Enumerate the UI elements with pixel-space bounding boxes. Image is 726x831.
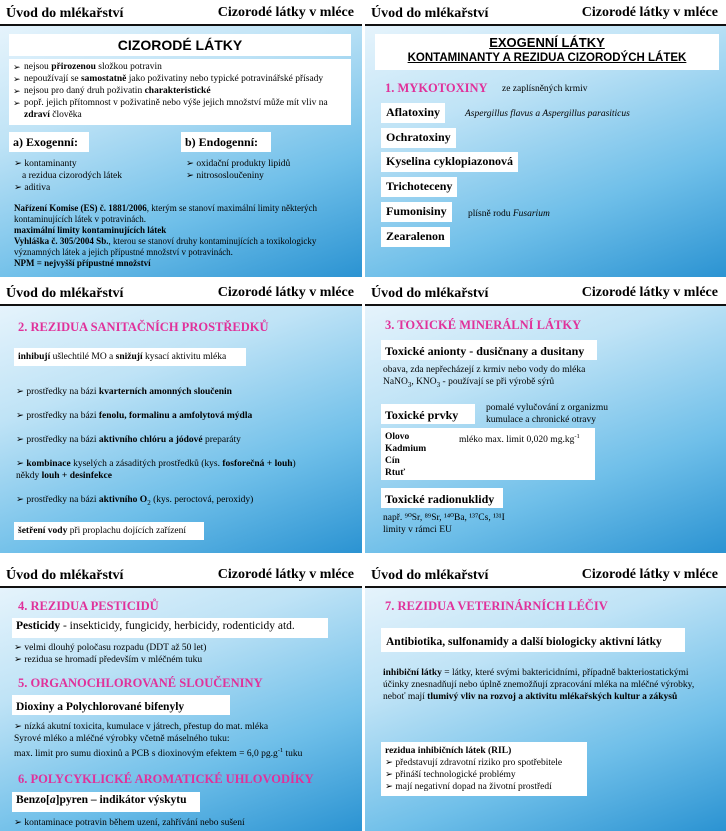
slide-5	[0, 562, 362, 831]
definition-box	[9, 59, 351, 125]
water-saving-box: šetření vody při proplachu dojících zařízení	[14, 522, 204, 540]
benzopyrene-box: Benzo[a]pyren – indikátor výskytu	[12, 792, 200, 812]
slide-header	[0, 0, 362, 26]
title-box	[375, 34, 719, 70]
list-item: ➢ kombinace kyselých a zásaditých prostředků (kys. fosforečná + louh)	[16, 459, 296, 469]
lead-limit: mléko max. limit 0,020 mg.kg	[459, 435, 575, 446]
slide-title: EXOGENNÍ LÁTKY	[489, 35, 605, 50]
topic-title: Cizorodé látky v mléce	[581, 285, 718, 300]
section-heading: 2. REZIDUA SANITAČNÍCH PROSTŘEDKŮ	[18, 320, 269, 334]
section-heading: 1. MYKOTOXINY	[385, 81, 488, 95]
mycotoxin-item: Fumonisiny	[381, 202, 452, 222]
sanitation-list	[16, 386, 356, 509]
list-item: ➢ prostředky na bázi kvarterních amonných sloučenin	[16, 387, 232, 397]
legislation-text: Nařízení Komise (ES) č. 1881/2006, kterým se stanoví maximální limity některých kontaminujících látek v potravinách. maximální limity kontaminujících látek Vyhláška č. 305/2004 Sb., kterou se stanoví druhy kontaminujících a toxikologicky významných látek a jejich přípustné množství v potravinách. NPM = nejvyšší přípustné množství	[14, 203, 317, 268]
section-heading: 3. TOXICKÉ MINERÁLNÍ LÁTKY	[385, 318, 582, 332]
topic-title: Cizorodé látky v mléce	[217, 567, 354, 582]
exogenous-label-box	[9, 132, 89, 152]
elements-note: pomalé vylučování z organizmu kumulace a chronické otravy	[486, 403, 608, 425]
list-item: ➢ mají negativní dopad na životní prostředí	[385, 782, 552, 792]
slide-subtitle: KONTAMINANTY A REZIDUA CIZORODÝCH LÁTEK	[407, 52, 687, 64]
list-item: ➢ nitrososloučeniny	[186, 171, 264, 181]
elements-box: Toxické prvky	[381, 404, 475, 424]
course-title: Úvod do mlékařství	[371, 6, 489, 21]
radionuclides-box: Toxické radionuklidy	[381, 488, 503, 508]
mycotoxin-item: Ochratoxiny	[381, 128, 456, 148]
list-item: ➢ oxidační produkty lipidů	[186, 159, 291, 169]
metal-item: Olovo	[385, 432, 410, 442]
topic-title: Cizorodé látky v mléce	[581, 5, 718, 20]
exogenous-list	[14, 158, 174, 194]
section-heading: 6. POLYCYKLICKÉ AROMATICKÉ UHLOVODÍKY	[18, 772, 314, 786]
list-item: ➢ nepoužívají se samostatně jako poživatiny nebo typické potravinářské přísady	[13, 73, 347, 85]
dioxins-box: Dioxiny a Polychlorované bifenyly	[12, 695, 230, 715]
metals-box: Olovo Kadmium Cín Rtuť mléko max. limit 0,020 $mg.kg^{-1}$	[381, 428, 595, 480]
slide-4	[365, 280, 726, 553]
slide-header	[365, 0, 726, 26]
title-box	[9, 34, 351, 56]
exogenous-label: a) Exogenní:	[13, 135, 79, 149]
metal-item: Kadmium	[385, 444, 427, 454]
metal-item: Cín	[385, 456, 400, 466]
section-heading: 5. ORGANOCHLOROVANÉ SLOUČENINY	[18, 676, 263, 690]
endogenous-list	[186, 158, 346, 182]
topic-title: Cizorodé látky v mléce	[217, 285, 354, 300]
section-note: ze zaplísněných krmiv	[502, 84, 588, 94]
mycotoxin-item: Aflatoxiny	[381, 103, 445, 123]
anions-text: obava, zda nepřecházejí z krmiv nebo vody do mléka NaNO$_3$, $KNO_3$ - používají se při výrobě sýrů	[383, 365, 586, 389]
dioxins-text: ➢ nízká akutní toxicita, kumulace v játrech, přestup do mat. mléka Syrové mléko a mléčné výrobky včetně máselného tuku: max. limit pro sumu dioxinů a PCB s dioxinovým efektem = 6,0 $pg.g^{-1}$ tuku	[14, 721, 358, 760]
course-title: Úvod do mlékařství	[6, 568, 124, 583]
list-item: někdy louh + desinfekce	[16, 471, 112, 481]
list-item: ➢ prostředky na bázi fenolu, formalinu a amfolytová mýdla	[16, 411, 253, 421]
endogenous-label: b) Endogenní:	[185, 135, 259, 149]
list-item: ➢ nejsou přirozenou složkou potravin	[13, 61, 347, 73]
list-item: ➢ představují zdravotní riziko pro spotřebitele	[385, 758, 563, 768]
fumonisin-note: plísně rodu Fusarium	[468, 209, 550, 219]
pesticides-box: Pesticidy - insekticidy, fungicidy, herbicidy, rodenticidy atd.	[12, 618, 328, 638]
mycotoxin-item: Zearalenon	[381, 227, 450, 247]
slide-header	[0, 280, 362, 306]
slide-3	[0, 280, 362, 553]
section-heading: 4. REZIDUA PESTICIDŮ	[18, 599, 159, 613]
antibiotics-box: Antibiotika, sulfonamidy a další biologicky aktivní látky	[381, 628, 685, 652]
slide-title: CIZORODÉ LÁTKY	[117, 37, 243, 53]
course-title: Úvod do mlékařství	[6, 6, 124, 21]
course-title: Úvod do mlékařství	[371, 286, 489, 301]
list-item: ➢ prostředky na bázi aktivního chlóru a jódové preparáty	[16, 435, 241, 445]
list-item: ➢ nízká akutní toxicita, kumulace v játrech, přestup do mat. mléka	[14, 722, 269, 732]
aflatoxin-note: Aspergillus flavus a Aspergillus parasiticus	[465, 109, 630, 119]
section-heading: 7. REZIDUA VETERINÁRNÍCH LÉČIV	[385, 599, 608, 613]
anions-box: Toxické anionty - dusičnany a dusitany	[381, 340, 597, 360]
list-item: ➢ prostředky na bázi aktivního $O_2$ (kys. peroctová, peroxidy)	[16, 495, 254, 507]
pesticides-list	[14, 642, 206, 666]
slide-1	[0, 0, 362, 277]
list-item: ➢ kontaminanty	[14, 159, 77, 169]
inhibition-box: inhibují ušlechtilé MO a snižují kysací aktivitu mléka	[14, 348, 246, 366]
metal-item: Rtuť	[385, 468, 406, 478]
list-item: ➢ velmi dlouhý poločasu rozpadu (DDT až 50 let)	[14, 643, 207, 653]
topic-title: Cizorodé látky v mléce	[217, 5, 354, 20]
course-title: Úvod do mlékařství	[6, 286, 124, 301]
slide-header	[365, 562, 726, 588]
endogenous-label-box	[181, 132, 271, 152]
ril-box: rezidua inhibičních látek (RIL) ➢ představují zdravotní riziko pro spotřebitele ➢ přináší technologické problémy ➢ mají negativní dopad na životní prostředí	[381, 742, 587, 796]
slide-6	[365, 562, 726, 831]
definition-list	[13, 61, 347, 121]
list-item: ➢ rezidua se hromadí především v mléčném tuku	[14, 655, 203, 665]
benzopyrene-note: ➢ kontaminace potravin během uzení, zahřívání nebo sušení	[14, 818, 245, 828]
list-item: ➢ aditiva	[14, 183, 51, 193]
slide-header	[365, 280, 726, 306]
inhibitors-paragraph: inhibiční látky = látky, které svými baktericidními, případně bakteriostatickými účinky znesnadňují nebo úplně znemožňují zpracování mléka na mléčné výrobky, neboť mají tlumivý vliv na rozvoj a aktivitu mlékařských kultur a zákysů	[383, 668, 695, 702]
list-item: a rezidua cizorodých látek	[22, 171, 122, 181]
list-item: ➢ popř. jejich přítomnost v poživatině nebo výše jejich množství může mít vliv na zdraví člověka	[13, 97, 347, 121]
mycotoxin-item: Kyselina cyklopiazonová	[381, 152, 518, 172]
list-item: ➢ přináší technologické problémy	[385, 770, 516, 780]
radionuclides-text: např. ⁹⁰Sr, ⁸⁹Sr, ¹⁴⁰Ba, ¹³⁷Cs, ¹³¹I limity v rámci EU	[383, 513, 505, 535]
topic-title: Cizorodé látky v mléce	[581, 567, 718, 582]
slide-header	[0, 562, 362, 588]
mycotoxin-item: Trichoteceny	[381, 177, 457, 197]
course-title: Úvod do mlékařství	[371, 568, 489, 583]
list-item: ➢ nejsou pro daný druh poživatin charakteristické	[13, 85, 347, 97]
slide-2	[365, 0, 726, 277]
